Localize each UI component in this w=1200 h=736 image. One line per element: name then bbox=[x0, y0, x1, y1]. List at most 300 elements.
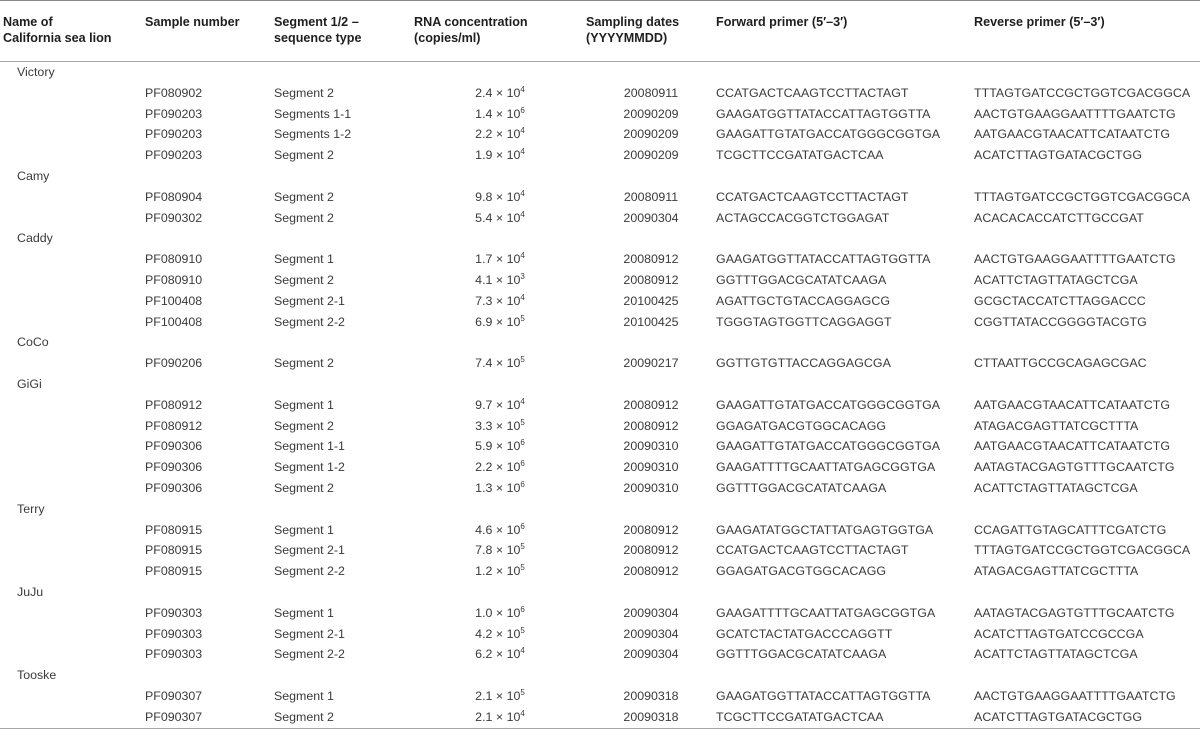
conc-exponent: 5 bbox=[520, 355, 525, 365]
sample-number: PF090307 bbox=[145, 707, 274, 728]
conc-mantissa: 4.1 bbox=[475, 272, 493, 287]
rna-concentration bbox=[414, 145, 586, 166]
sampling-date: 20080911 bbox=[623, 85, 679, 100]
conc-base: 10 bbox=[506, 709, 521, 724]
table-row bbox=[0, 478, 1200, 499]
sample-number: PF080915 bbox=[145, 543, 203, 558]
sampling-date: 20090304 bbox=[623, 626, 679, 641]
name-cell bbox=[0, 395, 145, 416]
sample-number: PF090307 bbox=[145, 688, 203, 703]
sampling-date: 20090310 bbox=[623, 480, 679, 495]
segment-type: Segment 2-2 bbox=[274, 314, 345, 329]
forward-primer: GAAGATTGTATGACCATGGGCGGTGA bbox=[716, 397, 941, 412]
conc-mantissa: 1.4 bbox=[475, 106, 493, 121]
header-forward-primer bbox=[716, 1, 974, 62]
segment-type: Segment 2 bbox=[274, 272, 334, 287]
group-row bbox=[0, 166, 1200, 187]
header-sample-line1: Sample number bbox=[145, 15, 240, 29]
conc-times: × bbox=[495, 106, 504, 121]
segment-type: Segment 2 bbox=[274, 356, 334, 371]
sample-number: PF100408 bbox=[145, 293, 203, 308]
header-conc-line2: (copies/ml) bbox=[414, 31, 481, 45]
conc-exponent: 6 bbox=[520, 521, 525, 531]
table-row bbox=[0, 312, 1200, 333]
table-row bbox=[0, 124, 1200, 145]
sample-number: PF090306 bbox=[145, 480, 203, 495]
sample-number: PF100408 bbox=[145, 314, 203, 329]
name-cell bbox=[0, 187, 145, 208]
reverse-primer: ACATCTTAGTGATCCGCCGA bbox=[974, 626, 1144, 641]
conc-times: × bbox=[495, 480, 504, 495]
conc-times: × bbox=[495, 439, 504, 454]
table-row bbox=[0, 520, 1200, 541]
forward-primer: GCATCTACTATGACCCAGGTT bbox=[716, 626, 893, 641]
rna-concentration bbox=[414, 603, 586, 624]
header-concentration bbox=[414, 1, 586, 62]
segment-type: Segment 1 bbox=[274, 397, 334, 412]
name-cell bbox=[0, 208, 145, 229]
conc-base: 10 bbox=[506, 148, 521, 163]
sampling-date: 20090318 bbox=[623, 688, 679, 703]
segment-type: Segment 2 bbox=[274, 85, 334, 100]
sea-lion-name: Victory bbox=[17, 65, 55, 79]
conc-base: 10 bbox=[506, 460, 521, 475]
reverse-primer: ACATCTTAGTGATACGCTGG bbox=[974, 148, 1143, 163]
conc-times: × bbox=[495, 210, 504, 225]
conc-exponent: 4 bbox=[520, 708, 525, 718]
conc-base: 10 bbox=[506, 605, 521, 620]
conc-times: × bbox=[495, 293, 504, 308]
table-row bbox=[0, 291, 1200, 312]
conc-base: 10 bbox=[506, 85, 521, 100]
sampling-date: 20080912 bbox=[623, 272, 679, 287]
sea-lion-name: GiGi bbox=[17, 376, 42, 391]
group-row bbox=[0, 228, 1200, 249]
header-name-line1: Name of bbox=[3, 15, 53, 29]
name-cell bbox=[0, 145, 145, 166]
rna-concentration bbox=[414, 540, 586, 561]
conc-exponent: 4 bbox=[520, 147, 525, 157]
rna-concentration bbox=[414, 124, 586, 145]
name-cell bbox=[0, 644, 145, 665]
conc-mantissa: 7.8 bbox=[475, 543, 493, 558]
forward-primer: TGGGTAGTGGTTCAGGAGGT bbox=[716, 314, 892, 329]
sample-number: PF080902 bbox=[145, 85, 203, 100]
segment-type: Segment 2-2 bbox=[274, 647, 345, 662]
forward-primer: GAAGATGGTTATACCATTAGTGGTTA bbox=[716, 252, 931, 267]
conc-exponent: 4 bbox=[520, 396, 525, 406]
sampling-date: 20090209 bbox=[623, 148, 679, 163]
reverse-primer: AACTGTGAAGGAATTTTGAATCTG bbox=[974, 106, 1176, 121]
reverse-primer: AATAGTACGAGTGTTTGCAATCTG bbox=[974, 605, 1175, 620]
sampling-date: 20080912 bbox=[623, 543, 679, 558]
table-row bbox=[0, 145, 1200, 166]
table-row bbox=[0, 249, 1200, 270]
sampling-date: 20080912 bbox=[623, 252, 679, 267]
reverse-primer: AATGAACGTAACATTCATAATCTG bbox=[974, 397, 1171, 412]
sampling-date: 20100425 bbox=[623, 314, 679, 329]
rna-concentration bbox=[414, 707, 586, 728]
rna-concentration bbox=[414, 644, 586, 665]
conc-times: × bbox=[495, 418, 504, 433]
conc-mantissa: 5.9 bbox=[475, 439, 493, 454]
forward-primer: CCATGACTCAAGTCCTTACTAGT bbox=[716, 85, 909, 100]
conc-mantissa: 4.6 bbox=[475, 522, 493, 537]
table-row bbox=[0, 353, 1200, 374]
sea-lion-name: Caddy bbox=[17, 231, 53, 246]
conc-mantissa: 9.8 bbox=[475, 189, 493, 204]
conc-times: × bbox=[495, 709, 504, 724]
rna-concentration bbox=[414, 478, 586, 499]
rna-concentration bbox=[414, 270, 586, 291]
reverse-primer: ATAGACGAGTTATCGCTTTA bbox=[974, 418, 1139, 433]
conc-base: 10 bbox=[506, 564, 521, 579]
reverse-primer: ACATTCTAGTTATAGCTCGA bbox=[974, 272, 1138, 287]
table-row bbox=[0, 686, 1200, 707]
conc-exponent: 3 bbox=[520, 271, 525, 281]
segment-type: Segment 2 bbox=[274, 210, 334, 225]
header-date-line2: (YYYYMMDD) bbox=[586, 31, 668, 45]
header-segment-line2: sequence type bbox=[274, 31, 362, 45]
conc-mantissa: 4.2 bbox=[475, 626, 493, 641]
conc-exponent: 5 bbox=[520, 563, 525, 573]
name-cell bbox=[0, 270, 145, 291]
conc-mantissa: 2.1 bbox=[475, 709, 493, 724]
conc-times: × bbox=[495, 647, 504, 662]
conc-base: 10 bbox=[506, 252, 521, 267]
name-cell bbox=[0, 624, 145, 645]
conc-times: × bbox=[495, 314, 504, 329]
forward-primer: GAAGATTTTGCAATTATGAGCGGTGA bbox=[716, 605, 936, 620]
conc-exponent: 6 bbox=[520, 438, 525, 448]
forward-primer: GAAGATTGTATGACCATGGGCGGTGA bbox=[716, 439, 941, 454]
name-cell bbox=[0, 249, 145, 270]
conc-exponent: 4 bbox=[520, 84, 525, 94]
sea-lion-name: Terry bbox=[17, 501, 45, 516]
sampling-date: 20090217 bbox=[623, 356, 679, 371]
conc-base: 10 bbox=[506, 272, 521, 287]
sampling-date: 20090304 bbox=[623, 605, 679, 620]
name-cell bbox=[0, 561, 145, 582]
name-cell bbox=[0, 520, 145, 541]
group-row bbox=[0, 332, 1200, 353]
group-row bbox=[0, 665, 1200, 686]
name-cell bbox=[0, 291, 145, 312]
conc-mantissa: 1.9 bbox=[475, 148, 493, 163]
rna-concentration bbox=[414, 520, 586, 541]
conc-exponent: 4 bbox=[520, 292, 525, 302]
rna-concentration bbox=[414, 686, 586, 707]
conc-times: × bbox=[495, 626, 504, 641]
name-cell bbox=[0, 686, 145, 707]
conc-base: 10 bbox=[506, 397, 521, 412]
conc-base: 10 bbox=[506, 647, 521, 662]
conc-exponent: 6 bbox=[520, 604, 525, 614]
sea-lion-name: Camy bbox=[17, 168, 50, 183]
forward-primer: GGTTTGGACGCATATCAAGA bbox=[716, 480, 887, 495]
reverse-primer: CCAGATTGTAGCATTTCGATCTG bbox=[974, 522, 1167, 537]
rna-concentration bbox=[414, 312, 586, 333]
sample-number: PF080910 bbox=[145, 272, 203, 287]
table-row bbox=[0, 187, 1200, 208]
segment-type: Segment 2-1 bbox=[274, 543, 345, 558]
conc-base: 10 bbox=[506, 189, 521, 204]
conc-base: 10 bbox=[506, 127, 521, 142]
reverse-primer: CGGTTATACCGGGGTACGTG bbox=[974, 314, 1147, 329]
segment-type: Segment 1 bbox=[274, 252, 334, 267]
reverse-primer: ACATTCTAGTTATAGCTCGA bbox=[974, 647, 1138, 662]
sampling-date: 20080912 bbox=[623, 564, 679, 579]
reverse-primer: CTTAATTGCCGCAGAGCGAC bbox=[974, 356, 1147, 371]
conc-exponent: 4 bbox=[520, 646, 525, 656]
conc-mantissa: 1.2 bbox=[475, 564, 493, 579]
conc-exponent: 5 bbox=[520, 417, 525, 427]
sample-number: PF090203 bbox=[145, 106, 203, 121]
reverse-primer: ACACACACCATCTTGCCGAT bbox=[974, 210, 1144, 225]
conc-times: × bbox=[495, 605, 504, 620]
conc-times: × bbox=[495, 688, 504, 703]
header-row bbox=[0, 1, 1200, 62]
conc-times: × bbox=[495, 543, 504, 558]
reverse-primer: ACATCTTAGTGATACGCTGG bbox=[974, 707, 1200, 728]
forward-primer: ACTAGCCACGGTCTGGAGAT bbox=[716, 210, 890, 225]
forward-primer: AGATTGCTGTACCAGGAGCG bbox=[716, 293, 891, 308]
name-cell bbox=[0, 540, 145, 561]
segment-type: Segment 2-1 bbox=[274, 626, 345, 641]
sample-number: PF090206 bbox=[145, 356, 203, 371]
table-row bbox=[0, 416, 1200, 437]
sampling-date: 20090310 bbox=[623, 439, 679, 454]
sample-number: PF080915 bbox=[145, 564, 203, 579]
conc-exponent: 5 bbox=[520, 313, 525, 323]
forward-primer: GAAGATGGTTATACCATTAGTGGTTA bbox=[716, 106, 931, 121]
rna-concentration bbox=[414, 624, 586, 645]
conc-times: × bbox=[495, 148, 504, 163]
rna-concentration bbox=[414, 291, 586, 312]
conc-mantissa: 6.2 bbox=[475, 647, 493, 662]
rna-concentration bbox=[414, 561, 586, 582]
conc-base: 10 bbox=[506, 480, 521, 495]
sampling-date: 20080911 bbox=[623, 189, 679, 204]
name-cell bbox=[0, 478, 145, 499]
rna-concentration bbox=[414, 208, 586, 229]
conc-base: 10 bbox=[506, 106, 521, 121]
conc-base: 10 bbox=[506, 210, 521, 225]
sample-number: PF090203 bbox=[145, 148, 203, 163]
table-row bbox=[0, 561, 1200, 582]
conc-base: 10 bbox=[506, 543, 521, 558]
sampling-date: 20090209 bbox=[623, 106, 679, 121]
conc-mantissa: 1.3 bbox=[475, 480, 493, 495]
rna-concentration bbox=[414, 353, 586, 374]
header-date-line1: Sampling dates bbox=[586, 15, 680, 29]
table-row bbox=[0, 603, 1200, 624]
segment-type: Segment 2 bbox=[274, 480, 334, 495]
sample-number: PF090303 bbox=[145, 647, 203, 662]
header-name bbox=[0, 1, 145, 62]
reverse-primer: AATGAACGTAACATTCATAATCTG bbox=[974, 127, 1171, 142]
table-row bbox=[0, 644, 1200, 665]
conc-mantissa: 6.9 bbox=[475, 314, 493, 329]
table-row bbox=[0, 270, 1200, 291]
conc-base: 10 bbox=[506, 418, 521, 433]
conc-times: × bbox=[495, 189, 504, 204]
sampling-date: 20080912 bbox=[623, 522, 679, 537]
header-segment bbox=[274, 1, 414, 62]
header-name-line2: California sea lion bbox=[3, 31, 112, 45]
forward-primer: GGAGATGACGTGGCACAGG bbox=[716, 418, 887, 433]
sample-number: PF080915 bbox=[145, 522, 203, 537]
header-reverse-line1: Reverse primer (5′–3′) bbox=[974, 15, 1105, 29]
conc-base: 10 bbox=[506, 293, 521, 308]
sampling-date: 20100425 bbox=[623, 293, 679, 308]
conc-exponent: 4 bbox=[520, 126, 525, 136]
segment-type: Segment 2 bbox=[274, 189, 334, 204]
segment-type: Segment 1 bbox=[274, 522, 334, 537]
rna-concentration bbox=[414, 436, 586, 457]
conc-times: × bbox=[495, 127, 504, 142]
forward-primer: GGTTTGGACGCATATCAAGA bbox=[716, 272, 887, 287]
segment-type: Segment 2 bbox=[274, 418, 334, 433]
rna-concentration bbox=[414, 457, 586, 478]
sampling-date: 20080912 bbox=[623, 418, 679, 433]
name-cell bbox=[0, 312, 145, 333]
conc-exponent: 5 bbox=[520, 542, 525, 552]
conc-times: × bbox=[495, 460, 504, 475]
conc-times: × bbox=[495, 85, 504, 100]
forward-primer: GAAGATTGTATGACCATGGGCGGTGA bbox=[716, 127, 941, 142]
sample-number: PF080912 bbox=[145, 418, 203, 433]
segment-type: Segment 2 bbox=[274, 148, 334, 163]
header-segment-line1: Segment 1/2 – bbox=[274, 15, 359, 29]
conc-exponent: 6 bbox=[520, 479, 525, 489]
segment-type: Segments 1-1 bbox=[274, 106, 352, 121]
table-row bbox=[0, 540, 1200, 561]
table-row bbox=[0, 208, 1200, 229]
conc-exponent: 4 bbox=[520, 188, 525, 198]
reverse-primer: ACATTCTAGTTATAGCTCGA bbox=[974, 480, 1138, 495]
group-row bbox=[0, 582, 1200, 603]
header-date bbox=[586, 1, 716, 62]
group-row bbox=[0, 374, 1200, 395]
conc-mantissa: 2.2 bbox=[475, 460, 493, 475]
reverse-primer: GCGCTACCATCTTAGGACCC bbox=[974, 293, 1146, 308]
segment-type: Segment 2-2 bbox=[274, 564, 345, 579]
forward-primer: TCGCTTCCGATATGACTCAA bbox=[716, 707, 974, 728]
conc-exponent: 6 bbox=[520, 459, 525, 469]
sample-number: PF090203 bbox=[145, 127, 203, 142]
forward-primer: GGTTTGGACGCATATCAAGA bbox=[716, 647, 887, 662]
forward-primer: GGTTGTGTTACCAGGAGCGA bbox=[716, 356, 891, 371]
conc-mantissa: 7.4 bbox=[475, 356, 493, 371]
reverse-primer: TTTAGTGATCCGCTGGTCGACGGCA bbox=[974, 543, 1191, 558]
rna-concentration bbox=[414, 395, 586, 416]
sample-number: PF090303 bbox=[145, 605, 203, 620]
sample-number: PF080904 bbox=[145, 189, 203, 204]
name-cell bbox=[0, 416, 145, 437]
conc-base: 10 bbox=[506, 439, 521, 454]
name-cell bbox=[0, 353, 145, 374]
reverse-primer: AACTGTGAAGGAATTTTGAATCTG bbox=[974, 688, 1176, 703]
group-row bbox=[0, 499, 1200, 520]
forward-primer: GGAGATGACGTGGCACAGG bbox=[716, 564, 887, 579]
conc-mantissa: 5.4 bbox=[475, 210, 493, 225]
sea-lion-name: CoCo bbox=[17, 335, 49, 350]
sampling-date: 20090310 bbox=[623, 460, 679, 475]
segment-type: Segment 2 bbox=[274, 707, 414, 728]
segment-type: Segment 2-1 bbox=[274, 293, 345, 308]
forward-primer: GAAGATTTTGCAATTATGAGCGGTGA bbox=[716, 460, 936, 475]
sample-number: PF090302 bbox=[145, 210, 203, 225]
conc-mantissa: 3.3 bbox=[475, 418, 493, 433]
name-cell bbox=[0, 436, 145, 457]
forward-primer: CCATGACTCAAGTCCTTACTAGT bbox=[716, 543, 909, 558]
conc-exponent: 5 bbox=[520, 625, 525, 635]
rna-concentration bbox=[414, 187, 586, 208]
forward-primer: TCGCTTCCGATATGACTCAA bbox=[716, 148, 884, 163]
name-cell bbox=[0, 457, 145, 478]
conc-times: × bbox=[495, 356, 504, 371]
conc-mantissa: 2.2 bbox=[475, 127, 493, 142]
rna-concentration bbox=[414, 249, 586, 270]
table-row bbox=[0, 395, 1200, 416]
name-cell bbox=[0, 707, 145, 728]
reverse-primer: AATAGTACGAGTGTTTGCAATCTG bbox=[974, 460, 1175, 475]
header-conc-line1: RNA concentration bbox=[414, 15, 528, 29]
rna-concentration bbox=[414, 83, 586, 104]
conc-times: × bbox=[495, 564, 504, 579]
conc-exponent: 4 bbox=[520, 209, 525, 219]
name-cell bbox=[0, 83, 145, 104]
header-reverse-primer bbox=[974, 1, 1200, 62]
conc-times: × bbox=[495, 272, 504, 287]
conc-mantissa: 2.4 bbox=[475, 85, 493, 100]
segment-type: Segment 1-1 bbox=[274, 439, 345, 454]
conc-mantissa: 9.7 bbox=[475, 397, 493, 412]
table-row bbox=[0, 624, 1200, 645]
sea-lion-name: Tooske bbox=[17, 668, 57, 683]
sea-lion-name: JuJu bbox=[17, 584, 44, 599]
name-cell bbox=[0, 603, 145, 624]
sampling-date: 20090304 bbox=[623, 210, 679, 225]
table-row bbox=[0, 436, 1200, 457]
conc-times: × bbox=[495, 522, 504, 537]
conc-mantissa: 1.7 bbox=[475, 252, 493, 267]
sample-number: PF090303 bbox=[145, 626, 203, 641]
table-row bbox=[0, 707, 1200, 728]
forward-primer: CCATGACTCAAGTCCTTACTAGT bbox=[716, 189, 909, 204]
conc-base: 10 bbox=[506, 314, 521, 329]
conc-exponent: 4 bbox=[520, 251, 525, 261]
rna-concentration bbox=[414, 104, 586, 125]
conc-base: 10 bbox=[506, 522, 521, 537]
reverse-primer: AACTGTGAAGGAATTTTGAATCTG bbox=[974, 252, 1176, 267]
conc-times: × bbox=[495, 397, 504, 412]
segment-type: Segment 1 bbox=[274, 605, 334, 620]
sample-number: PF080910 bbox=[145, 252, 203, 267]
header-forward-line1: Forward primer (5′–3′) bbox=[716, 15, 848, 29]
reverse-primer: ATAGACGAGTTATCGCTTTA bbox=[974, 564, 1139, 579]
conc-base: 10 bbox=[506, 356, 521, 371]
table-row bbox=[0, 457, 1200, 478]
conc-exponent: 6 bbox=[520, 105, 525, 115]
header-sample bbox=[145, 1, 274, 62]
forward-primer: GAAGATATGGCTATTATGAGTGGTGA bbox=[716, 522, 934, 537]
segment-type: Segment 1 bbox=[274, 688, 334, 703]
forward-primer: GAAGATGGTTATACCATTAGTGGTTA bbox=[716, 688, 931, 703]
name-cell bbox=[0, 124, 145, 145]
name-cell bbox=[0, 104, 145, 125]
